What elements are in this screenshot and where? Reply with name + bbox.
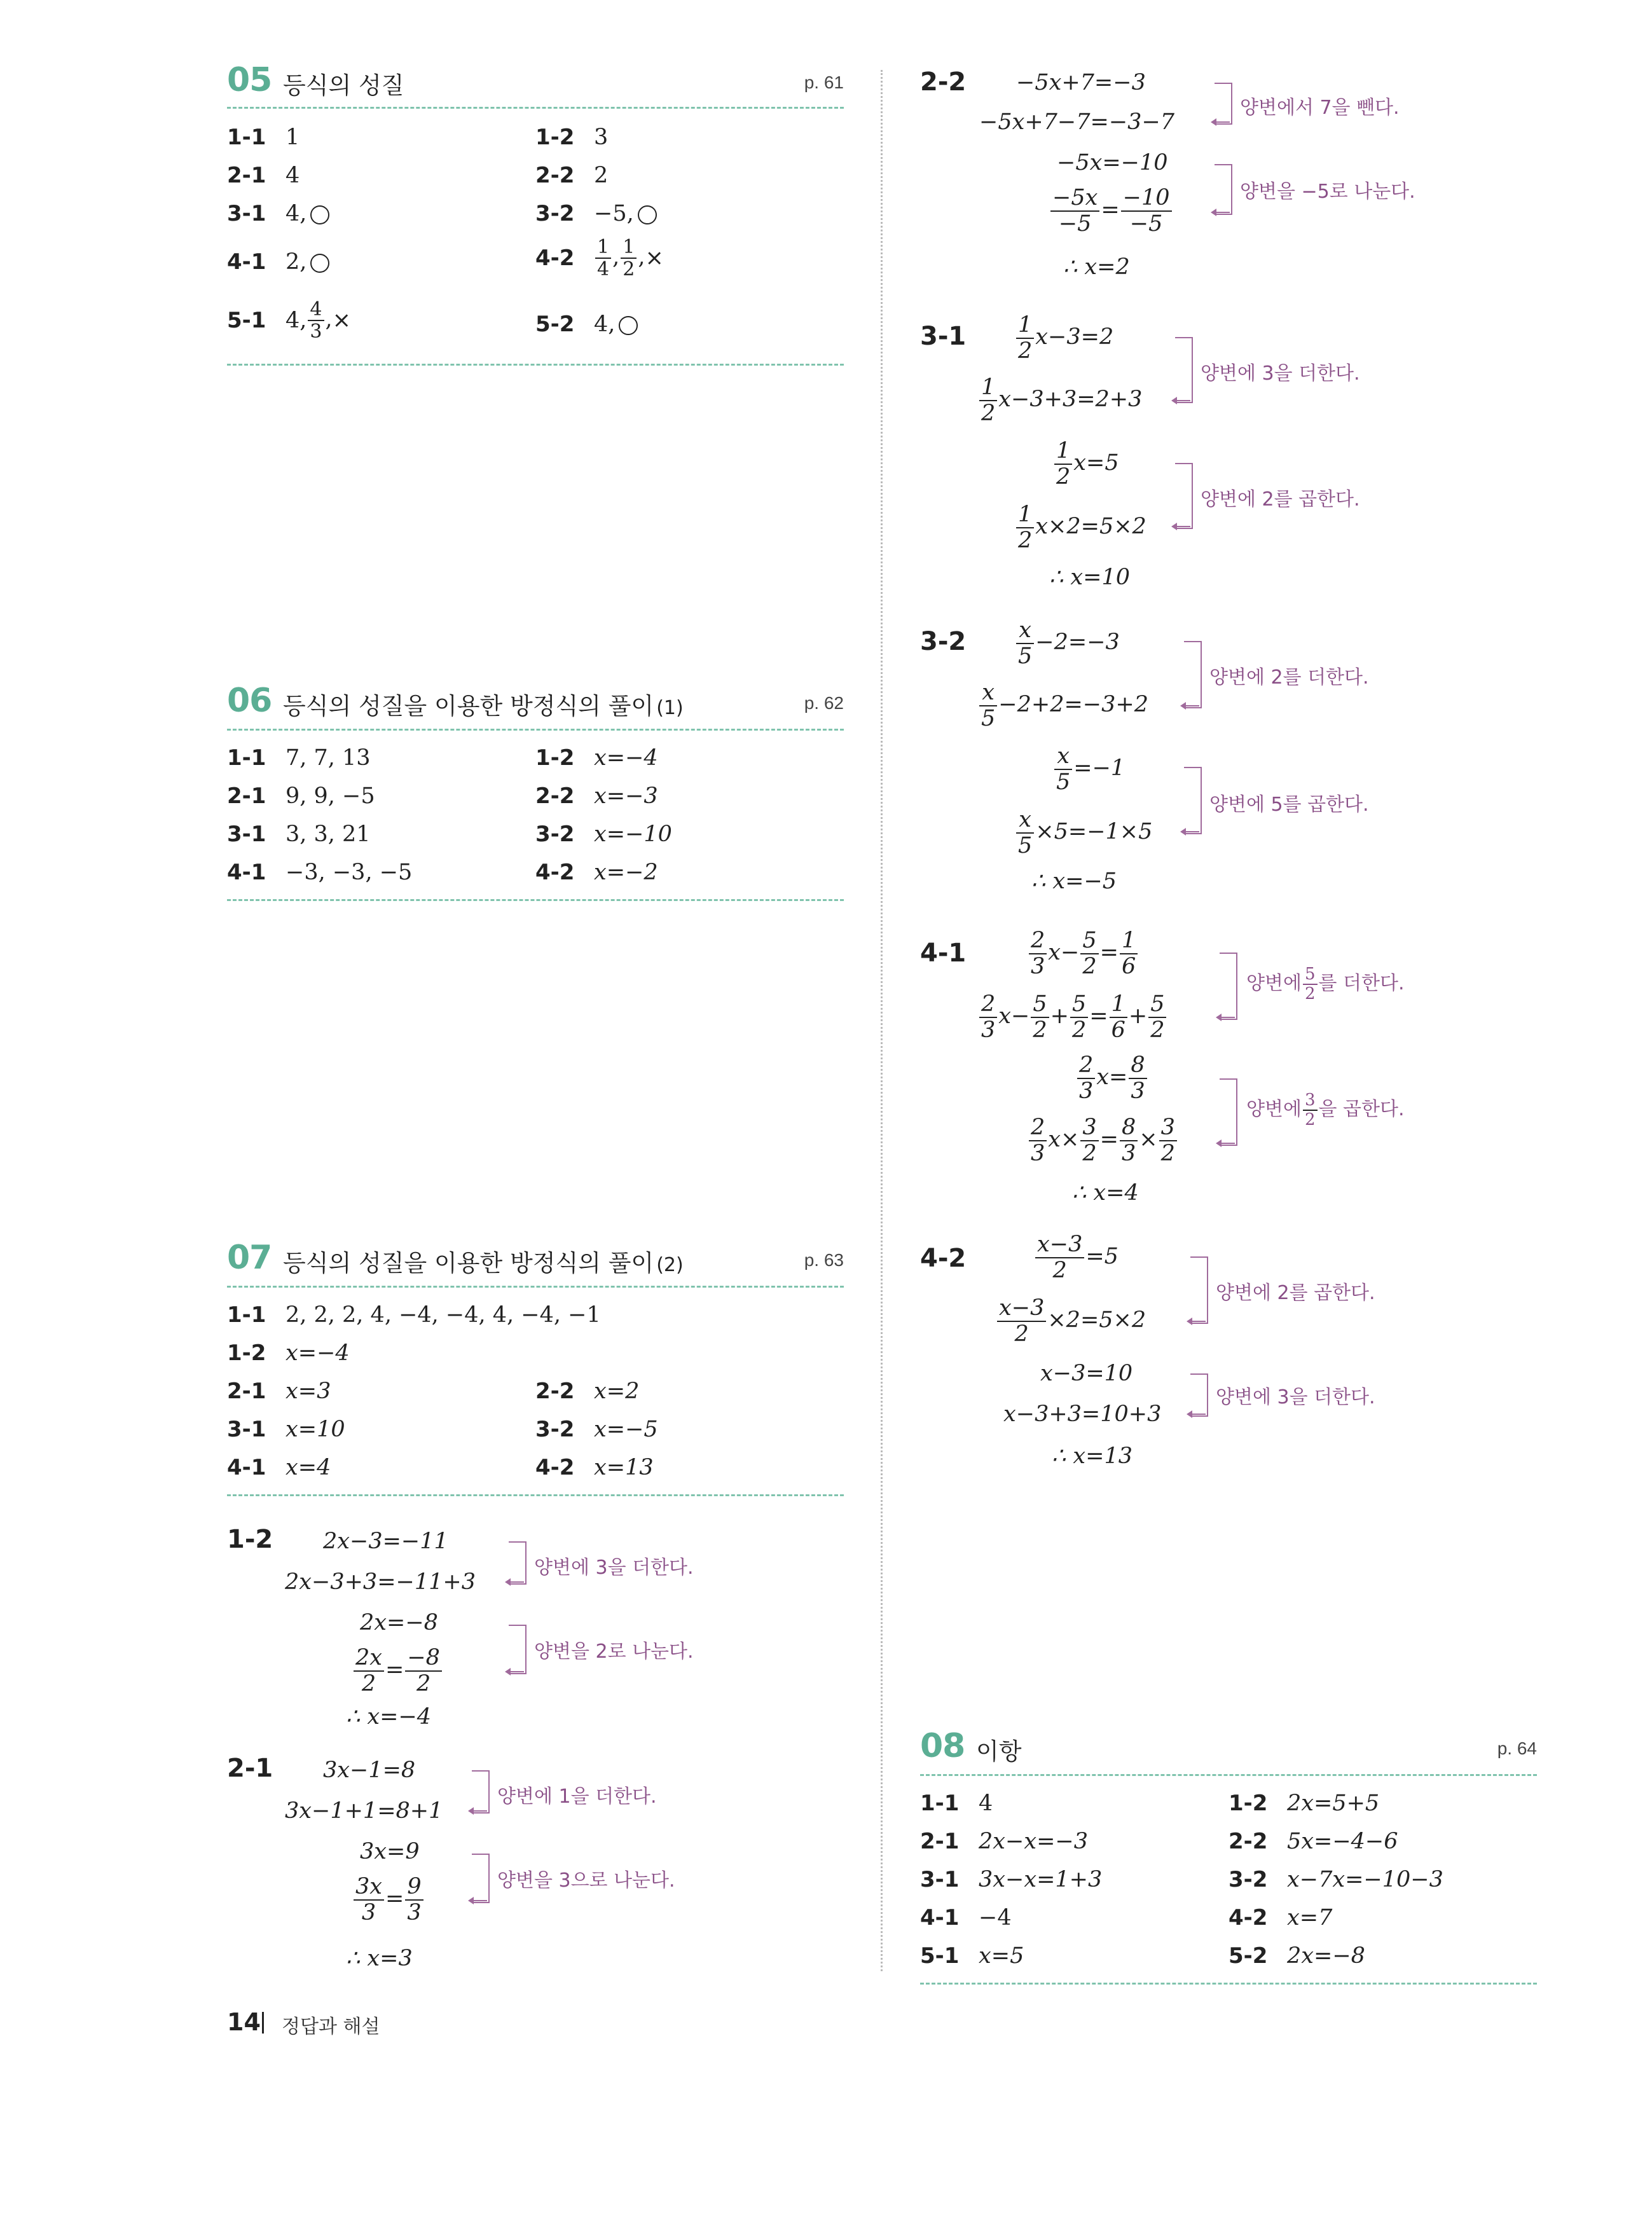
page-reference: p. 62 xyxy=(804,693,844,713)
answer-row: 3-2 x=−5 xyxy=(535,1417,658,1442)
answer-row: 1-1 7, 7, 13 xyxy=(227,745,371,771)
arrow xyxy=(1175,526,1190,527)
equation-line: −5x+7=−3 xyxy=(1016,70,1146,95)
answer-row: 2-1 4 xyxy=(227,163,300,188)
x-mark: × xyxy=(645,245,664,271)
equation-line: ∴ x=3 xyxy=(346,1946,413,1971)
dashed-divider xyxy=(920,1983,1537,1985)
section-title: 등식의 성질 xyxy=(283,72,404,99)
bracket xyxy=(1175,463,1193,529)
equation-line: $\frac{x-3}{2}$ ×2=5×2 xyxy=(996,1296,1146,1346)
footer-title: 정답과 해설 xyxy=(282,2016,380,2038)
dashed-divider xyxy=(227,899,844,901)
equation-line: x−3+3=10+3 xyxy=(1003,1401,1162,1427)
answer-row: 4-2 $\frac{1}{4}$ , $\frac{1}{2}$ ,× xyxy=(535,236,664,280)
page-reference: p. 61 xyxy=(804,72,844,92)
equation-line: $\frac{1}{2}$ x×2=5×2 xyxy=(1015,502,1146,553)
arrow xyxy=(509,1581,524,1583)
section-header xyxy=(227,61,844,102)
equation-line: $\frac{1}{2}$ x−3=2 xyxy=(1015,313,1113,363)
answer-row: 1-2 x=−4 xyxy=(227,1340,350,1366)
equation-line: $\frac{1}{2}$ x−3+3=2+3 xyxy=(978,375,1142,425)
answer-row: 5-1 4, $\frac{4}{3}$ ,× xyxy=(227,298,351,343)
equation-line: $\frac{x}{5}$ −2+2=−3+2 xyxy=(978,680,1148,731)
answer-row: 3-1 3, 3, 21 xyxy=(227,822,371,847)
section-number: 06 xyxy=(227,682,272,720)
equation-line: 3x−1+1=8+1 xyxy=(285,1798,443,1824)
answer-row: 3-1 x=10 xyxy=(227,1417,345,1442)
arrow xyxy=(1184,705,1199,706)
bracket xyxy=(1220,1078,1237,1146)
equation-line: −5x=−10 xyxy=(1057,150,1168,176)
answer-row: 5-1 x=5 xyxy=(920,1943,1024,1969)
answer-row: 1-1 1 xyxy=(227,125,300,150)
step-note: 양변에 $\frac{3}{2}$ 을 곱한다. xyxy=(1246,1091,1405,1129)
dashed-divider xyxy=(227,107,844,109)
equation-line: ∴ x=−4 xyxy=(346,1704,432,1730)
equation-line: $\frac{2x}{2}$ = $\frac{-8}{2}$ xyxy=(352,1646,443,1696)
section-title: 이항 xyxy=(976,1738,1022,1765)
page-reference: p. 64 xyxy=(1497,1738,1537,1758)
footer-page-number: 14 xyxy=(227,2008,261,2036)
bracket xyxy=(1215,164,1232,215)
step-note: 양변에 3을 더한다. xyxy=(1201,362,1360,385)
arrow xyxy=(472,1810,487,1812)
solution-label: 3-2 xyxy=(920,627,967,656)
equation-line: ∴ x=4 xyxy=(1072,1180,1139,1206)
step-note: 양변에 5를 곱한다. xyxy=(1209,794,1369,816)
equation-line: −5x+7−7=−3−7 xyxy=(979,109,1175,135)
bracket xyxy=(472,1770,490,1814)
equation-line: $\frac{2}{3}$ x× $\frac{3}{2}$ = $\frac{8}{3}$ × $\frac{3}{2}$ xyxy=(1028,1115,1178,1166)
bracket xyxy=(509,1625,527,1674)
answer-row: 5-2 2x=−8 xyxy=(1229,1943,1365,1969)
section-title: 등식의 성질을 이용한 방정식의 풀이 (1) xyxy=(283,692,684,720)
circle-mark xyxy=(619,316,638,335)
equation-line: $\frac{2}{3}$ x− $\frac{5}{2}$ + $\frac{5}{2}$ = $\frac{1}{6}$ + $\frac{5}{2}$ xyxy=(978,992,1167,1042)
answer-row: 5-2 4, xyxy=(535,312,638,337)
answer-row: 1-2 2x=5+5 xyxy=(1229,1791,1380,1816)
dashed-divider xyxy=(227,364,844,366)
bracket xyxy=(509,1541,527,1585)
circle-mark xyxy=(310,254,329,273)
answer-row: 4-1 2, xyxy=(227,249,329,275)
equation-line: 3x=9 xyxy=(360,1839,420,1864)
bracket xyxy=(1220,953,1237,1020)
equation-line: $\frac{3x}{3}$ = $\frac{9}{3}$ xyxy=(352,1875,425,1925)
answer-row: 2-1 x=3 xyxy=(227,1379,331,1404)
equation-line: x−3=10 xyxy=(1040,1361,1133,1386)
arrow xyxy=(1175,400,1190,401)
section-header xyxy=(227,1241,844,1279)
equation-line: 2x−3=−11 xyxy=(323,1529,448,1554)
equation-line: $\frac{2}{3}$ x= $\frac{8}{3}$ xyxy=(1076,1053,1148,1103)
circle-mark xyxy=(638,205,657,224)
answer-row: 1-1 4 xyxy=(920,1791,993,1816)
step-note: 양변에 $\frac{5}{2}$ 를 더한다. xyxy=(1246,965,1405,1003)
section-title: 등식의 성질을 이용한 방정식의 풀이 (2) xyxy=(283,1249,684,1277)
solution-label: 1-2 xyxy=(227,1525,273,1554)
page-reference: p. 63 xyxy=(804,1250,844,1270)
section-number: 08 xyxy=(920,1727,965,1765)
bracket xyxy=(1190,1373,1208,1417)
step-note: 양변에 2를 곱한다. xyxy=(1216,1282,1375,1304)
arrow xyxy=(1220,1143,1235,1144)
answer-row: 3-2 x=−10 xyxy=(535,822,672,847)
circle-mark xyxy=(310,205,329,224)
dashed-divider xyxy=(227,729,844,731)
answer-row: 1-2 x=−4 xyxy=(535,745,658,771)
answer-row: 2-2 x=2 xyxy=(535,1379,640,1404)
solution-label: 4-1 xyxy=(920,939,967,968)
section-header xyxy=(227,684,844,722)
answer-row: 2-1 2x−x=−3 xyxy=(920,1829,1088,1854)
equation-line: ∴ x=10 xyxy=(1049,565,1130,590)
arrow xyxy=(1190,1321,1206,1322)
bracket xyxy=(1215,83,1232,125)
dashed-divider xyxy=(227,1286,844,1288)
equation-line: $\frac{x-3}{2}$ =5 xyxy=(1034,1232,1119,1283)
bracket xyxy=(1175,337,1193,403)
arrow xyxy=(1190,1414,1206,1415)
step-note: 양변에 1을 더한다. xyxy=(497,1786,657,1808)
arrow xyxy=(1184,831,1199,832)
solution-label: 2-1 xyxy=(227,1754,273,1783)
answer-row: 3-1 3x−x=1+3 xyxy=(920,1867,1103,1892)
answer-row: 1-1 2, 2, 2, 4, −4, −4, 4, −4, −1 xyxy=(227,1302,601,1328)
answer-row: 2-2 5x=−4−6 xyxy=(1229,1829,1398,1854)
arrow xyxy=(1215,212,1230,213)
equation-line: ∴ x=2 xyxy=(1063,254,1130,280)
section-number: 07 xyxy=(227,1239,272,1277)
arrow xyxy=(472,1900,487,1901)
x-mark: × xyxy=(332,308,351,333)
dashed-divider xyxy=(920,1774,1537,1776)
answer-row: 3-1 4, xyxy=(227,201,329,226)
answer-row: 4-1 −4 xyxy=(920,1905,1012,1931)
step-note: 양변에 2를 곱한다. xyxy=(1201,488,1360,511)
footer-divider xyxy=(262,2012,264,2034)
answer-row: 3-2 x−7x=−10−3 xyxy=(1229,1867,1443,1892)
dashed-divider xyxy=(227,1494,844,1496)
answer-row: 4-1 x=4 xyxy=(227,1455,331,1480)
section-number: 05 xyxy=(227,61,272,99)
answer-row: 4-1 −3, −3, −5 xyxy=(227,860,413,885)
equation-line: $\frac{1}{2}$ x=5 xyxy=(1053,439,1119,489)
step-note: 양변에 2를 더한다. xyxy=(1209,666,1369,689)
step-note: 양변을 2로 나눈다. xyxy=(534,1641,694,1663)
answer-row: 4-2 x=−2 xyxy=(535,860,658,885)
answer-row: 1-2 3 xyxy=(535,125,609,150)
equation-line: $\frac{x}{5}$ −2=−3 xyxy=(1015,618,1120,668)
equation-line: 3x−1=8 xyxy=(323,1758,416,1783)
answer-row: 2-2 x=−3 xyxy=(535,783,658,809)
answer-row: 4-2 x=13 xyxy=(535,1455,654,1480)
answer-row: 2-2 2 xyxy=(535,163,609,188)
equation-line: 2x−3+3=−11+3 xyxy=(285,1569,476,1595)
answer-row: 4-2 x=7 xyxy=(1229,1905,1333,1931)
arrow xyxy=(509,1671,524,1672)
bracket xyxy=(1184,641,1202,708)
bracket xyxy=(1184,767,1202,834)
step-note: 양변에 3을 더한다. xyxy=(1216,1386,1375,1408)
equation-line: $\frac{2}{3}$ x− $\frac{5}{2}$ = $\frac{1}{6}$ xyxy=(1028,928,1139,979)
arrow xyxy=(1215,121,1230,123)
column-divider xyxy=(881,70,883,1971)
equation-line: 2x=−8 xyxy=(360,1610,438,1635)
answer-row: 2-1 9, 9, −5 xyxy=(227,783,375,809)
solution-label: 2-2 xyxy=(920,67,967,97)
step-note: 양변을 3으로 나눈다. xyxy=(497,1869,675,1892)
section-header xyxy=(920,1727,1537,1768)
solution-label: 3-1 xyxy=(920,322,967,351)
arrow xyxy=(1220,1017,1235,1018)
equation-line: $\frac{x}{5}$ =−1 xyxy=(1053,744,1125,794)
equation-line: $\frac{x}{5}$ ×5=−1×5 xyxy=(1015,808,1152,858)
equation-line: ∴ x=−5 xyxy=(1031,869,1117,894)
bracket xyxy=(1190,1256,1208,1324)
step-note: 양변에서 7을 뺀다. xyxy=(1240,97,1400,119)
step-note: 양변을 −5로 나눈다. xyxy=(1240,181,1415,203)
answer-row: 3-2 −5, xyxy=(535,201,657,226)
equation-line: ∴ x=13 xyxy=(1052,1443,1132,1469)
equation-line: $\frac{-5x}{-5}$ = $\frac{-10}{-5}$ xyxy=(1049,186,1173,236)
bracket xyxy=(472,1854,490,1903)
step-note: 양변에 3을 더한다. xyxy=(534,1557,694,1579)
solution-label: 4-2 xyxy=(920,1244,967,1273)
